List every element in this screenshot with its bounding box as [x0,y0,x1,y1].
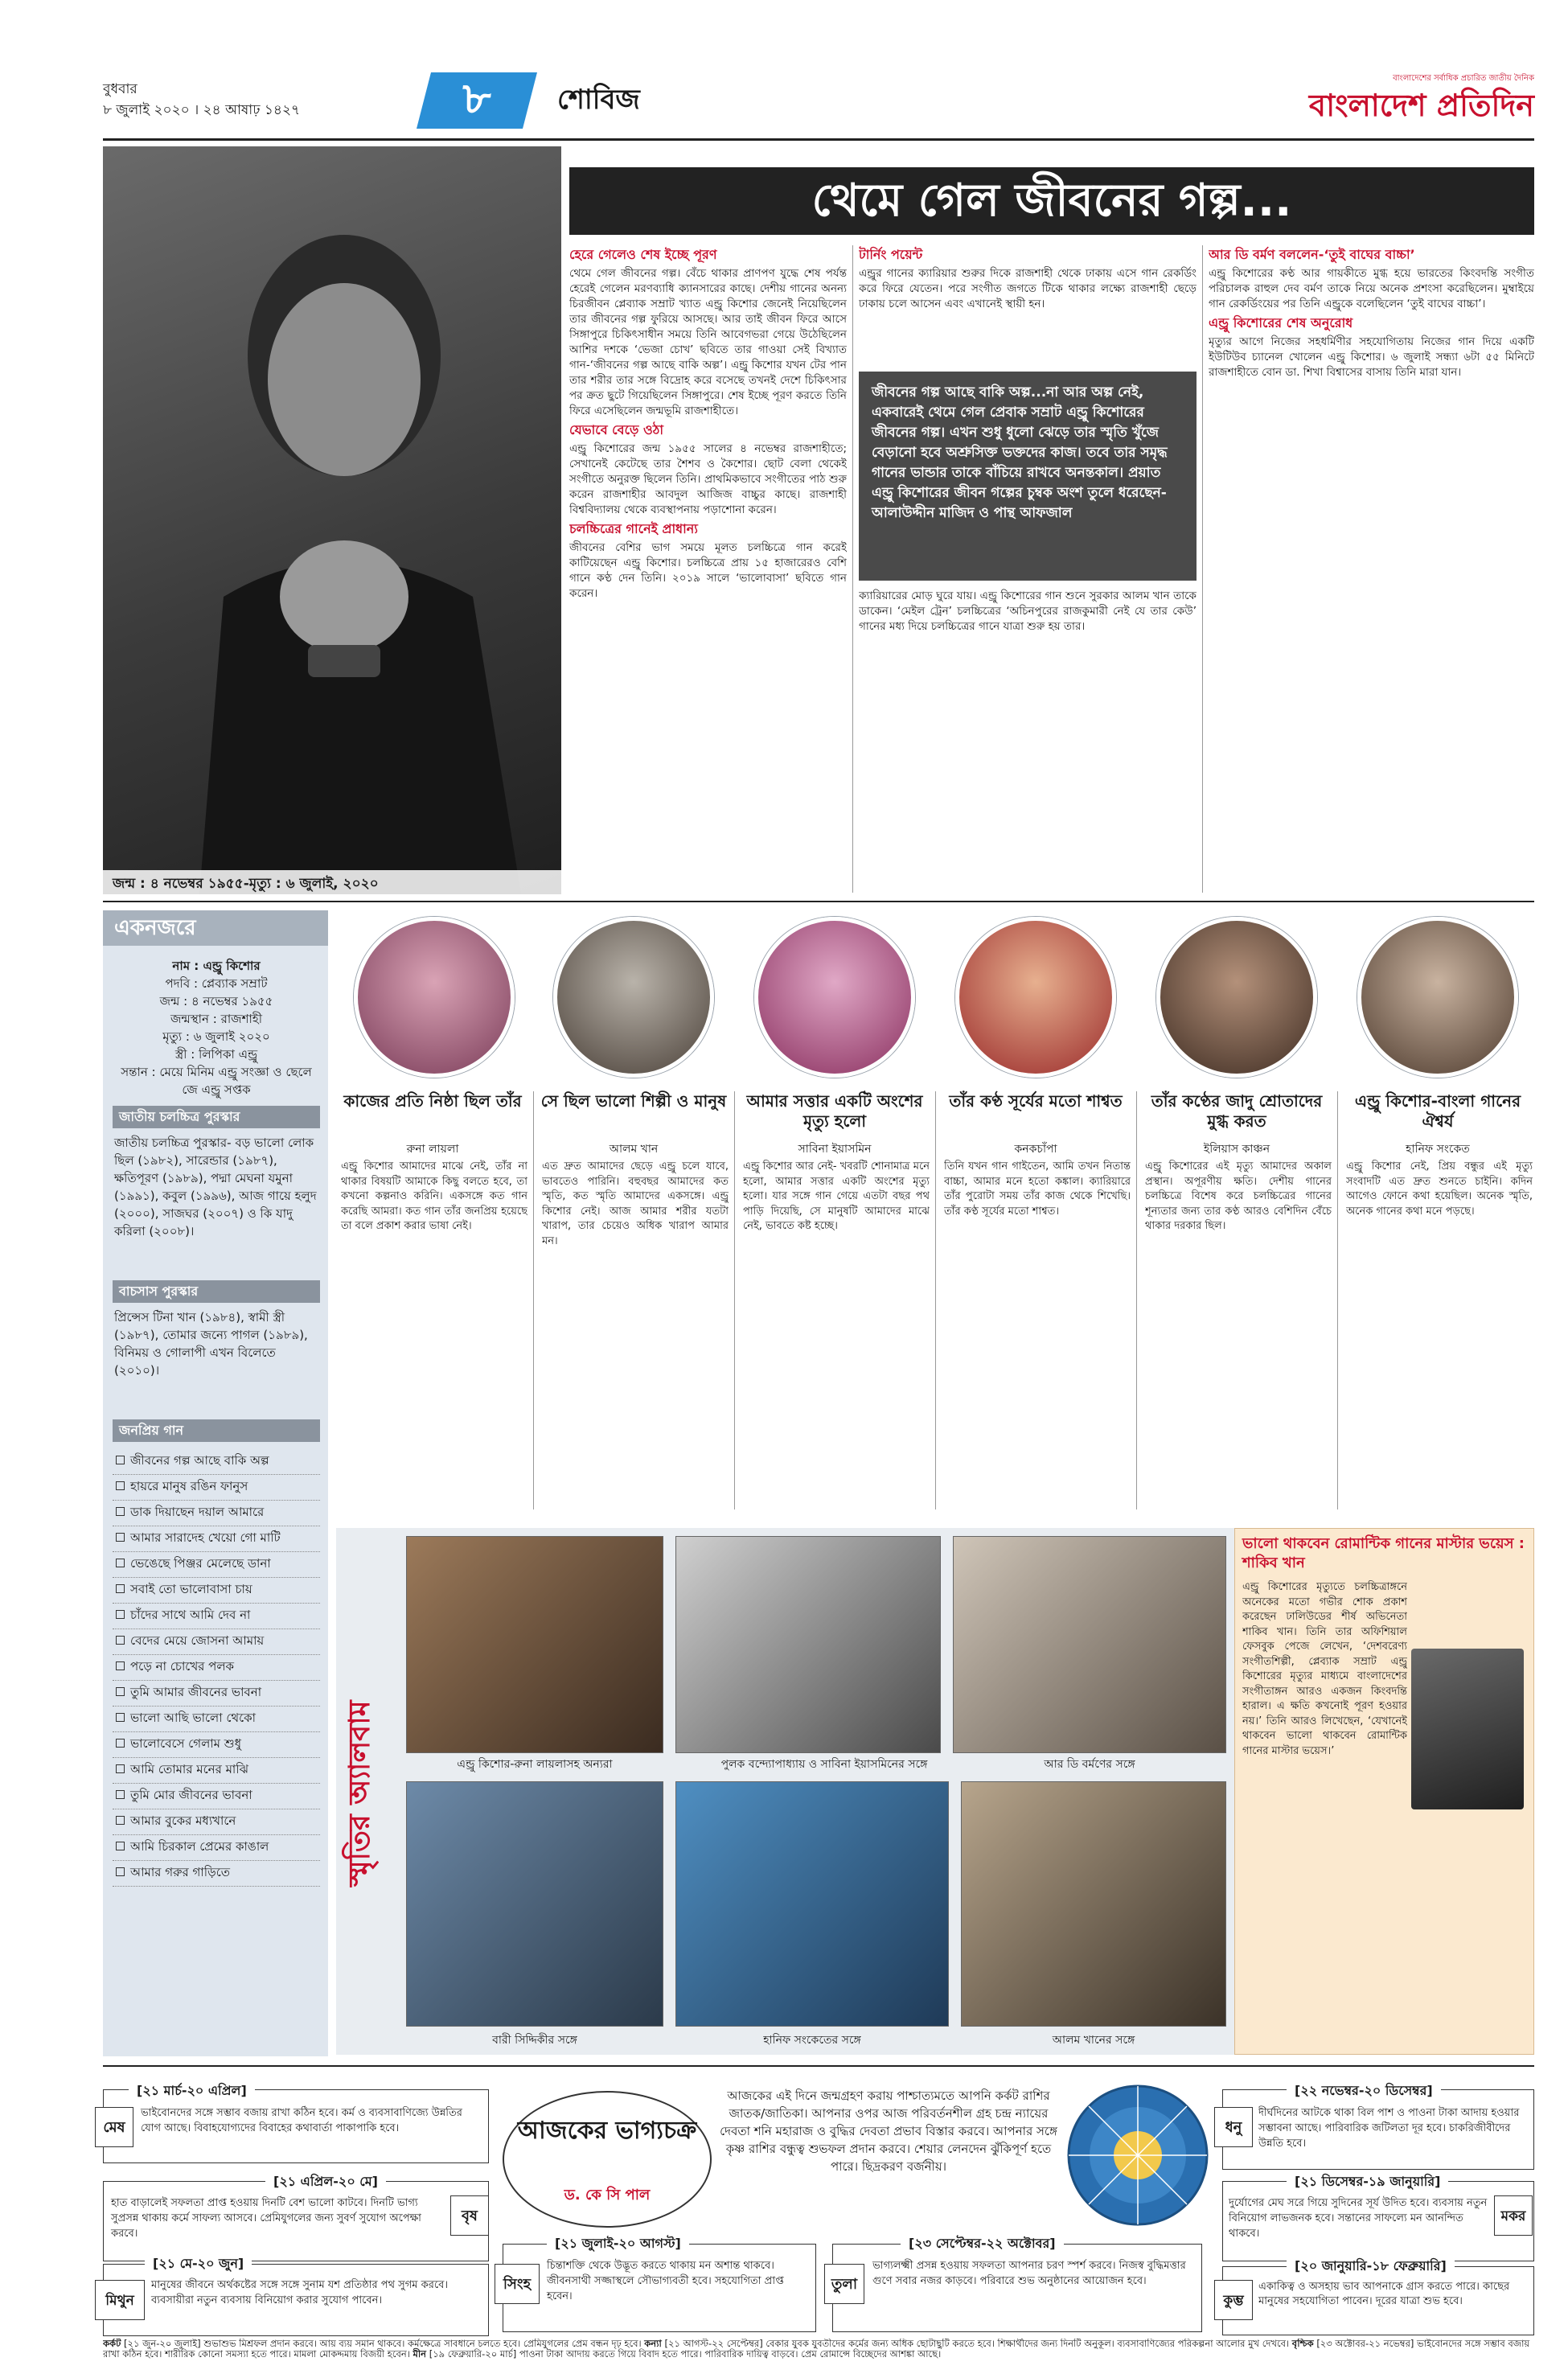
song-item: তুমি মোর জীবনের ভাবনা [113,1784,320,1809]
sign-label-kanya: কন্যা [644,2339,662,2349]
intro-box [859,372,1197,581]
section-body: ক্যারিয়ারের মোড় ঘুরে যায়। এন্ড্রু কিশোরের গান শুনে সুরকার আলম খান তাকে ডাকেন। ‘মেইল ট্রেন’ চলচ্চিত্রের ‘অচিনপুরের রাজকুমারী নেই যে তার কেউ’ গানের মধ্য দিয়ে চলচ্চিত্রের গানে যাত্রা শুরু হয় তার। [859,589,1197,633]
sign-dates-sinha: [২১ জুলাই-২০ আগস্ট] [547,2232,689,2256]
song-item: সবাই তো ভালোবাসা চায় [113,1578,320,1604]
sign-label-meen: মীন [413,2348,427,2360]
section-body: মৃত্যুর আগে নিজের সহধর্মিণীর সহযোগিতায় নিজের গান দিয়ে একটি ইউটিউব চ্যানেল খোলেন এন্ড্রু কিশোর। ৬ জুলাই সন্ধ্যা ৬টা ৫৫ মিনিটে রাজশাহীতে বোন ডা. শিখা বিশ্বাসের বাসায় তিনি মারা যান। [1209,335,1534,379]
main-photo [103,146,561,894]
portrait-sabina-yasmin [754,917,915,1078]
sign-text-tula: ভাগ্যলক্ষ্মী প্রসন্ন হওয়ায় সফলতা আপনার চরণ স্পর্শ করবে। নিজস্ব বুদ্ধিমত্তার গুণে সবার নজর কাড়বে। পরিবারে শুভ অনুষ্ঠানের আয়োজন হবে। [872,2260,1186,2287]
tribute-body: এন্ড্রু কিশোরের এই মৃত্যু আমাদের অকাল প্রস্থান। অপূরণীয় ক্ষতি। দেশীয় গানের চলচ্চিত্রে বিশেষ করে চলচ্চিত্রের গানের শূন্যতার জন্য তার কণ্ঠ আরও বেশিদিন বেঁচে থাকার দরকার ছিল। [1145,1160,1332,1232]
sign-dates-brishchik: [২৩ অক্টোবর-২১ নভেম্বর] [1316,2339,1414,2349]
award-text: জাতীয় চলচ্চিত্র পুরস্কার- বড় ভালো লোক ছিল (১৯৮২), সারেন্ডার (১৯৮৭), ক্ষতিপূরণ (১৯৮৯), পদ্মা মেঘনা যমুনা (১৯৯১), কবুল (১৯৯৬), আজ গায়ে হলুদ (২০০০), সাজঘর (২০০৭) ও কি যাদু করিলা (২০০৮)। [114,1136,317,1238]
song-item: ভেঙেছে পিঞ্জর মেলেছে ডানা [113,1552,320,1578]
section-head: চলচ্চিত্রের গানেই প্রাধান্য [569,521,698,536]
glance-title: একনজরে [103,910,328,946]
column-rule [533,1091,534,1509]
album-caption: আর ডি বর্মণের সঙ্গে [1044,1758,1135,1771]
tribute-title: কাজের প্রতি নিষ্ঠা ছিল তাঁর [343,1091,522,1111]
sign-strip [103,2339,1534,2371]
section-head: যেভাবে বেড়ে ওঠা [569,422,663,437]
column-rule [1136,1091,1137,1509]
sign-text-kanya: বেকার যুবক যুবতীদের কর্মের জন্য অধিক ছোটাছুটি করতে হবে। শিক্ষার্থীদের জন্য দিনটি অনুকূল। ব্যবসাবাণিজ্যের পরিকল্পনা আলোর মুখ দেখবে। [766,2339,1290,2349]
song-item: চাঁদের সাথে আমি দেব না [113,1604,320,1629]
paper-tagline: বাংলাদেশের সর্বাধিক প্রচারিত জাতীয় দৈনিক [1393,74,1534,83]
bachsas-title: বাচসাস পুরস্কার [113,1280,320,1303]
sign-dates-mithun: [২১ মে-২০ জুন] [145,2252,252,2276]
masthead-rule [103,138,1534,141]
sign-label-dhanu: ধনু [1214,2107,1253,2147]
song-item: আমি তোমার মনের মাঝি [113,1758,320,1784]
album-photo-1 [406,1536,663,1753]
song-item: আমার গরুর গাড়িতে [113,1861,320,1887]
column-rule [734,1091,735,1509]
sign-label-kumbha: কুম্ভ [1214,2280,1253,2320]
sign-dates-kumbha: [২০ জানুয়ারি-১৮ ফেব্রুয়ারি] [1287,2254,1455,2278]
sign-text-karkat: শুভাশুভ মিশ্রফল প্রদান করবে। আয় ব্যয় সমান থাকবে। কর্মক্ষেত্রে সাবধানে চলতে হবে। প্রেমিযুগলের প্রেম বন্ধন দৃঢ় হবে। [203,2339,642,2349]
horoscope-top-rule [103,2065,1534,2067]
album-caption: পুলক বন্দ্যোপাধ্যায় ও সাবিনা ইয়াসমিনের সঙ্গে [720,1758,928,1771]
portrait-hanif-sanket [1357,917,1518,1078]
sign-text-brish: হাত বাড়ালেই সফলতা প্রাপ্ত হওয়ায় দিনটি বেশ ভালো কাটবে। দিনটি ভাগ্য সুপ্রসন্ন থাকায় কর্মে সাফল্য আসবে। প্রেমিযুগলের জন্য সুবর্ণ সুযোগ অপেক্ষা করবে। [111,2197,421,2240]
album-caption: হানিফ সংকেতের সঙ্গে [763,2034,861,2047]
fact-title: পদবি : প্লেব্যাক সম্রাট [165,976,268,991]
sign-dates-tula: [২৩ সেপ্টেম্বর-২২ অক্টোবর] [901,2232,1064,2256]
intro-text: জীবনের গল্প আছে বাকি অল্প...না আর অল্প নেই, একবারেই থেমে গেল প্রেবাক সম্রাট এন্ড্রু কিশোরের জীবনের গল্প। এখন শুধু ধুলো ঝেড়ে তার স্মৃতি খুঁজে বেড়ানো হবে অশ্রুসিক্ত ভক্তদের কাজ। তবে তার সমৃদ্ধ গানের ভান্ডার তাকে বাঁচিয়ে রাখবে অনন্তকাল। প্রয়াত এন্ড্রু কিশোরের জীবন গল্পের চুম্বক অংশ তুলে ধরেছেন- আলাউদ্দীন মাজিদ ও পান্থ আফজাল [872,384,1168,521]
songs-title: জনপ্রিয় গান [113,1419,320,1442]
fact-children: সন্তান : মেয়ে মিনিম এন্ড্রু সংজ্ঞা ও ছেলে জে এন্ড্রু সপ্তক [121,1065,312,1097]
tribute-title: তাঁর কণ্ঠের জাদু শ্রোতাদের মুগ্ধ করত [1151,1091,1323,1131]
album-photo-5 [675,1781,949,2027]
shakib-photo [1411,1649,1524,1809]
tribute-body: এন্ড্রু কিশোর আর নেই- খবরটি শোনামাত্র মনে হলো, আমার সত্তার একটি অংশের মৃত্যু হলো। যার সঙ্গে গান গেয়ে এতটা বছর পথ পাড়ি দিয়েছি, সে মানুষটি আমাদের মাঝে নেই, ভাবতে কষ্ট হচ্ছে। [743,1160,930,1232]
section-head: টার্নিং পয়েন্ট [859,247,923,262]
sign-label-karkat: কর্কট [103,2339,121,2349]
shakib-title: ভালো থাকবেন রোমান্টিক গানের মাস্টার ভয়েস : শাকিব খান [1242,1535,1525,1571]
album-photo-4 [406,1781,663,2027]
sign-dates-brish: [২১ এপ্রিল-২০ মে] [265,2170,386,2194]
section-head: হেরে গেলেও শেষ ইচ্ছে পূরণ [569,247,717,262]
tribute-body: এন্ড্রু কিশোর নেই, প্রিয় বন্ধুর এই মৃত্যু সংবাদটি এত দ্রুত শুনতে চাইনি। কদিন আগেও ফোনে কথা হয়েছিল। অনেক স্মৃতি, অনেক গানের কথা মনে পড়ছে। [1346,1160,1533,1218]
column-rule [1337,1091,1338,1509]
bachsas-text: প্রিন্সেস টিনা খান (১৯৮৪), স্বামী স্ত্রী (১৯৮৭), তোমার জন্যে পাগল (১৯৮৯), বিনিময় ও গোলাপী এখন বিলেতে (২০১০)। [114,1310,308,1378]
photo-caption: জন্ম : ৪ নভেম্বর ১৯৫৫-মৃত্যু : ৬ জুলাই, ২০২০ [113,876,379,892]
section-head: আর ডি বর্মণ বললেন-‘তুই বাঘের বাচ্চা’ [1209,247,1415,262]
portrait-alam-khan [553,917,714,1078]
sign-dates-kanya: [২১ আগস্ট-২২ সেপ্টেম্বর] [664,2339,763,2349]
song-item: জীবনের গল্প আছে বাকি অল্প [113,1449,320,1475]
zodiac-wheel-icon [1065,2083,1210,2228]
sign-label-mesh: মেষ [95,2107,133,2147]
tribute-author: সাবিনা ইয়াসমিন [798,1143,872,1156]
portrait-konokchapa [955,917,1116,1078]
sign-text-sinha: চিন্তাশক্তি থেকে উদ্ভূত করতে থাকায় মন অশান্ত থাকবে। জীবনসাথী সজ্জাস্থলে সৌভাগ্যবতী হবে। সহযোগিতা প্রাপ্ত হবেন। [547,2260,784,2302]
song-item: ভালো আছি ভালো থেকো [113,1707,320,1732]
tribute-author: হানিফ সংকেত [1406,1143,1470,1156]
horoscope-title: আজকের ভাগ্যচক্র [517,2117,697,2145]
sign-text-meen: পাওনা টাকা আদায় করতে গিয়ে বিবাদ হতে পারে। পারিবারিক দায়িত্ব বাড়বে। প্রেম রোমান্সে বিচ্ছেদের আশঙ্কা আছে। [519,2348,942,2360]
award-title: জাতীয় চলচ্চিত্র পুরস্কার [113,1106,320,1128]
horoscope-author: ড. কে সি পাল [564,2187,651,2204]
album-photo-3 [953,1536,1226,1753]
section-body: এন্ড্রু কিশোরের কণ্ঠ আর গায়কীতে মুগ্ধ হয়ে ভারতের কিংবদন্তি সংগীত পরিচালক রাহুল দেব বর্মণ তাকে নিয়ে অনেক প্রশংসা করেছিলেন। মুম্বাইয়ে গান রেকর্ডিংয়ের পর তিনি এন্ড্রুকে বলেছিলেন ‘তুই বাঘের বাচ্চা’। [1209,267,1534,310]
sign-dates-mesh: [২১ মার্চ-২০ এপ্রিল] [129,2079,255,2103]
sign-text-mithun: মানুষের জীবনে অর্থকষ্টের সঙ্গে সঙ্গে সুনাম যশ প্রতিষ্ঠার পথ সুগম করবে। ব্যবসায়ীরা নতুন ব্যবসায় বিনিয়োগ করার সুযোগ পাবেন। [151,2279,448,2306]
column-rule [852,245,853,893]
songs-list [113,1449,320,1887]
main-bottom-rule [103,901,1534,902]
sign-dates-makar: [২১ ডিসেম্বর-১৯ জানুয়ারি] [1287,2170,1448,2194]
article-col-3 [1209,245,1534,893]
section-head: এন্ড্রু কিশোরের শেষ অনুরোধ [1209,315,1353,331]
masthead-dates: ৮ জুলাই ২০২০ । ২৪ আষাঢ় ১৪২৭ [103,102,301,118]
tribute-title: এন্ড্রু কিশোর-বাংলা গানের ঐশ্বর্য [1354,1091,1521,1131]
tribute-body: এন্ড্রু কিশোর আমাদের মাঝে নেই, তাঁর না থাকার বিষয়টি আমাকে কিছু বলতে হবে, তা কখনো কল্পনাও করিনি। একসঙ্গে কত গান করেছি আমরা। কত গান তাঁর জনপ্রিয় হয়েছে তা বলে প্রকাশ করার ভাষা নেই। [341,1160,527,1232]
section-body: জীবনের বেশির ভাগ সময়ে মূলত চলচ্চিত্রে গান করেই কাটিয়েছেন এন্ড্রু কিশোর। চলচ্চিত্রে প্রায় ১৫ হাজারেরও বেশি গানে কণ্ঠ দেন তিনি। ২০১৯ সালে ‘ভালোবাসা’ ছবিতে গান করেন। [569,541,847,600]
horoscope-intro: আজকের এই দিনে জন্মগ্রহণ করায় পাশ্চাত্যমতে আপনি কর্কট রাশির জাতক/জাতিকা। আপনার ওপর আজ পরিবর্তনশীল গ্রহ চন্দ্র ন্যায়ের দেবতা শনি মহারাজ ও বুদ্ধির দেবতা প্রভাব বিস্তার করবে। আপনার সঙ্গে কৃষ্ণ রাশির বন্ধুত্ব শুভফল প্রদান করবে। শেয়ার লেনদেন ঝুঁকিপূর্ণ হতে পারে। ছিদ্রকরণ বর্জনীয়। [720,2089,1057,2174]
singer-silhouette-icon [103,146,561,894]
article-col-2b [859,589,1197,894]
tribute-title: আমার সত্তার একটি অংশের মৃত্যু হলো [746,1091,923,1131]
tribute-title: সে ছিল ভালো শিল্পী ও মানুষ [540,1091,727,1111]
article-col-1 [569,245,847,893]
sign-text-mesh: ভাইবোনদের সঙ্গে সম্ভাব বজায় রাখা কঠিন হবে। কর্ম ও ব্যবসাবাণিজ্যে উন্নতির যোগ আছে। বিবাহযোগ্যদের বিবাহের কথাবার্তা পাকাপাকি হবে। [141,2107,462,2134]
tribute-author: আলম খান [609,1143,659,1156]
sign-label-brish: বৃষ [450,2195,489,2236]
column-rule [1202,245,1203,893]
sign-label-makar: মকর [1494,2195,1533,2236]
sign-label-tula: তুলা [824,2264,864,2304]
song-item: পড়ে না চোখের পলক [113,1655,320,1681]
sign-text-brishchik: ভাইবোনদের সঙ্গে সম্ভাব বজায় রাখা কঠিন হবে। শারীরিক কোনো সমস্যা হতে পারে। মামলা মোকদ্দমায় বিজয়ী হবেন। [103,2339,1530,2360]
article-col-2 [859,245,1197,366]
section-body: এন্ড্রুর গানের ক্যারিয়ার শুরুর দিকে রাজশাহী থেকে ঢাকায় এসে গান রেকর্ডিং করে ফিরে যেতেন। পরে সংগীত জগতে টিকে থাকার লক্ষ্যে রাজশাহী ছেড়ে ঢাকায় চলে আসেন এবং এখানেই স্থায়ী হন। [859,267,1197,310]
song-item: আমার সারাদেহ খেয়ো গো মাটি [113,1526,320,1552]
section-body: এন্ড্রু কিশোরের জন্ম ১৯৫৫ সালের ৪ নভেম্বর রাজশাহীতে; সেখানেই কেটেছে তার শৈশব ও কৈশোর। ছোট বেলা থেকেই সংগীতে অনুরক্ত ছিলেন তিনি। প্রাথমিকভাবে সংগীতের পাঠ শুরু করেন রাজশাহীর আবদুল আজিজ বাচ্চুর কাছে। রাজশাহী বিশ্ববিদ্যালয় থেকে ব্যবস্থাপনায় পড়াশোনা করেন। [569,442,847,516]
section-name: শোবিজ [557,84,640,116]
column-rule [935,1091,936,1509]
portrait-ilias-kanchan [1156,917,1317,1078]
song-item: আমার বুকের মধ্যখানে [113,1809,320,1835]
shakib-body: এন্ড্রু কিশোরের মৃত্যুতে চলচ্চিত্রাঙ্গনে অনেকের মতো গভীর শোক প্রকাশ করেছেন ঢালিউডের শীর্ষ অভিনেতা শাকিব খান। তিনি তার অফিশিয়াল ফেসবুক পেজে লেখেন, ‘দেশবরেণ্য সংগীতশিল্পী, প্লেব্যাক সম্রাট এন্ড্রু কিশোরের মৃত্যুর মাধ্যমে বাংলাদেশের সংগীতাঙ্গন আরও একজন কিংবদন্তি হারাল। এ ক্ষতি কখনোই পূরণ হওয়ার নয়।’ তিনি আরও লিখেছেন, ‘যেখানেই থাকবেন ভালো থাকবেন রোমান্টিক গানের মাস্টার ভয়েস।’ [1242,1581,1407,1757]
song-item: তুমি আমার জীবনের ভাবনা [113,1681,320,1707]
tribute-author: কনকচাঁপা [1014,1143,1057,1156]
portrait-runa-laila [354,917,515,1078]
sign-label-brishchik: বৃশ্চিক [1291,2339,1314,2349]
song-item: ডাক দিয়াছেন দয়াল আমারে [113,1501,320,1526]
song-item: বেদের মেয়ে জোসনা আমায় [113,1629,320,1655]
sign-label-sinha: সিংহ [495,2264,540,2304]
sign-dates-dhanu: [২২ নভেম্বর-২০ ডিসেম্বর] [1287,2079,1441,2103]
glance-facts [113,957,320,1099]
fact-birth: জন্ম : ৪ নভেম্বর ১৯৫৫ [159,994,273,1008]
sign-label-mithun: মিথুন [95,2280,145,2320]
song-item: আমি চিরকাল প্রেমের কাঙাল [113,1835,320,1861]
masthead-day: বুধবার [103,81,138,97]
fact-death: মৃত্যু : ৬ জুলাই ২০২০ [162,1029,270,1044]
album-vertical-title: স্মৃতির অ্যালবাম [343,1700,376,1887]
fact-spouse: স্ত্রী : লিপিকা এন্ড্রু [174,1047,258,1062]
song-item: হায়রে মানুষ রঙিন ফানুস [113,1475,320,1501]
fact-birthplace: জন্মস্থান : রাজশাহী [170,1012,262,1026]
sign-text-dhanu: দীর্ঘদিনের আটকে থাকা বিল পাশ ও পাওনা টাকা আদায় হওয়ার সম্ভাবনা আছে। পারিবারিক জটিলতা দূর হবে। চাকরিজীবীদের উন্নতি হবে। [1258,2107,1520,2150]
page-number: ৮ [462,73,491,124]
song-item: ভালোবেসে গেলাম শুধু [113,1732,320,1758]
sign-dates-karkat: [২১ জুন-২০ জুলাই] [124,2339,201,2349]
album-photo-6 [961,1781,1226,2027]
section-body: থেমে গেল জীবনের গল্প। বেঁচে থাকার প্রাণপণ যুদ্ধে শেষ পর্যন্ত হেরেই গেলেন মরণব্যাধি ক্যানসারের কাছে। দেশীয় গানের অনন্য চিরজীবন প্লেব্যাক সম্রাট খ্যাত এন্ড্রু কিশোর জেনেই নিয়েছিলেন তার জীবনের গল্প ফুরিয়ে আসছে। আর তাই জীবন ফিরে আসে সিঙ্গাপুরে চিকিৎসাধীন সময়ে তিনি আবেগভরা গেয়ে উঠেছিলেন আশির দশকে ‘ভেজা চোখ’ ছবিতে তার গাওয়া সেই বিখ্যাত গান-‘জীবনের গল্প আছে বাকি অল্প’। এন্ড্রু কিশোর যখন টের পান তার শরীর তার সঙ্গে বিদ্রোহ করে বসেছে তখনই দেশে চিকিৎসার পর ক্রত ছুটে গিয়েছিলেন সিঙ্গাপুরে। শেষ ইচ্ছে পূরণ করতে তিনি ফিরে এসেছিলেন জন্মভূমি রাজশাহীতে। [569,267,847,417]
sign-text-kumbha: একাকিত্ব ও অসহায় ভাব আপনাকে গ্রাস করতে পারে। কাছের মানুষের সহযোগিতা পাবেন। দূরের যাত্রা শুভ হবে। [1258,2281,1510,2307]
album-photo-2 [675,1536,941,1753]
tributes-row [336,910,1534,1522]
album-caption: বারী সিদ্দিকীর সঙ্গে [492,2034,577,2047]
sign-text-makar: দুর্যোগের মেঘ সরে গিয়ে সুদিনের সূর্য উদিত হবে। ব্যবসায় নতুন বিনিয়োগ লাভজনক হবে। সন্তানের সাফল্যে মন আনন্দিত থাকবে। [1229,2197,1488,2240]
tribute-body: তিনি যখন গান গাইতেন, আমি তখন নিতান্ত বাচ্চা, আমার মনে হতো কঙ্কাল। ক্যারিয়ারে তাঁর পুরোটা সময় তাঁর কাজ থেকে শিখেছি। তাঁর কণ্ঠ সূর্যের মতো শাশ্বত। [944,1160,1131,1218]
tribute-author: ইলিয়াস কাঞ্চন [1203,1143,1270,1156]
tribute-author: রুনা লায়লা [406,1143,459,1156]
album-caption: এন্ড্রু কিশোর-রুনা লায়লাসহ অন্যরা [457,1758,613,1771]
headline: থেমে গেল জীবনের গল্প... [811,175,1292,227]
masthead [103,71,1534,138]
paper-logo: বাংলাদেশ প্রতিদিন [1308,88,1534,123]
tribute-title: তাঁর কণ্ঠ সূর্যের মতো শাশ্বত [949,1091,1123,1111]
fact-name: নাম : এন্ড্রু কিশোর [172,959,261,973]
album-caption: আলম খানের সঙ্গে [1052,2034,1135,2047]
tribute-body: এত দ্রুত আমাদের ছেড়ে এন্ড্রু চলে যাবে, ভাবতেও পারিনি। বহুবছর আমাদের কত স্মৃতি, কত স্মৃতি আমাদের একসঙ্গে। এন্ড্রু কিশোর নেই। আজ আমার শরীর যতটা খারাপ, তার চেয়েও অধিক খারাপ আমার মন। [542,1160,729,1247]
sign-dates-meen: [১৯ ফেব্রুয়ারি-২০ মার্চ] [429,2348,517,2360]
